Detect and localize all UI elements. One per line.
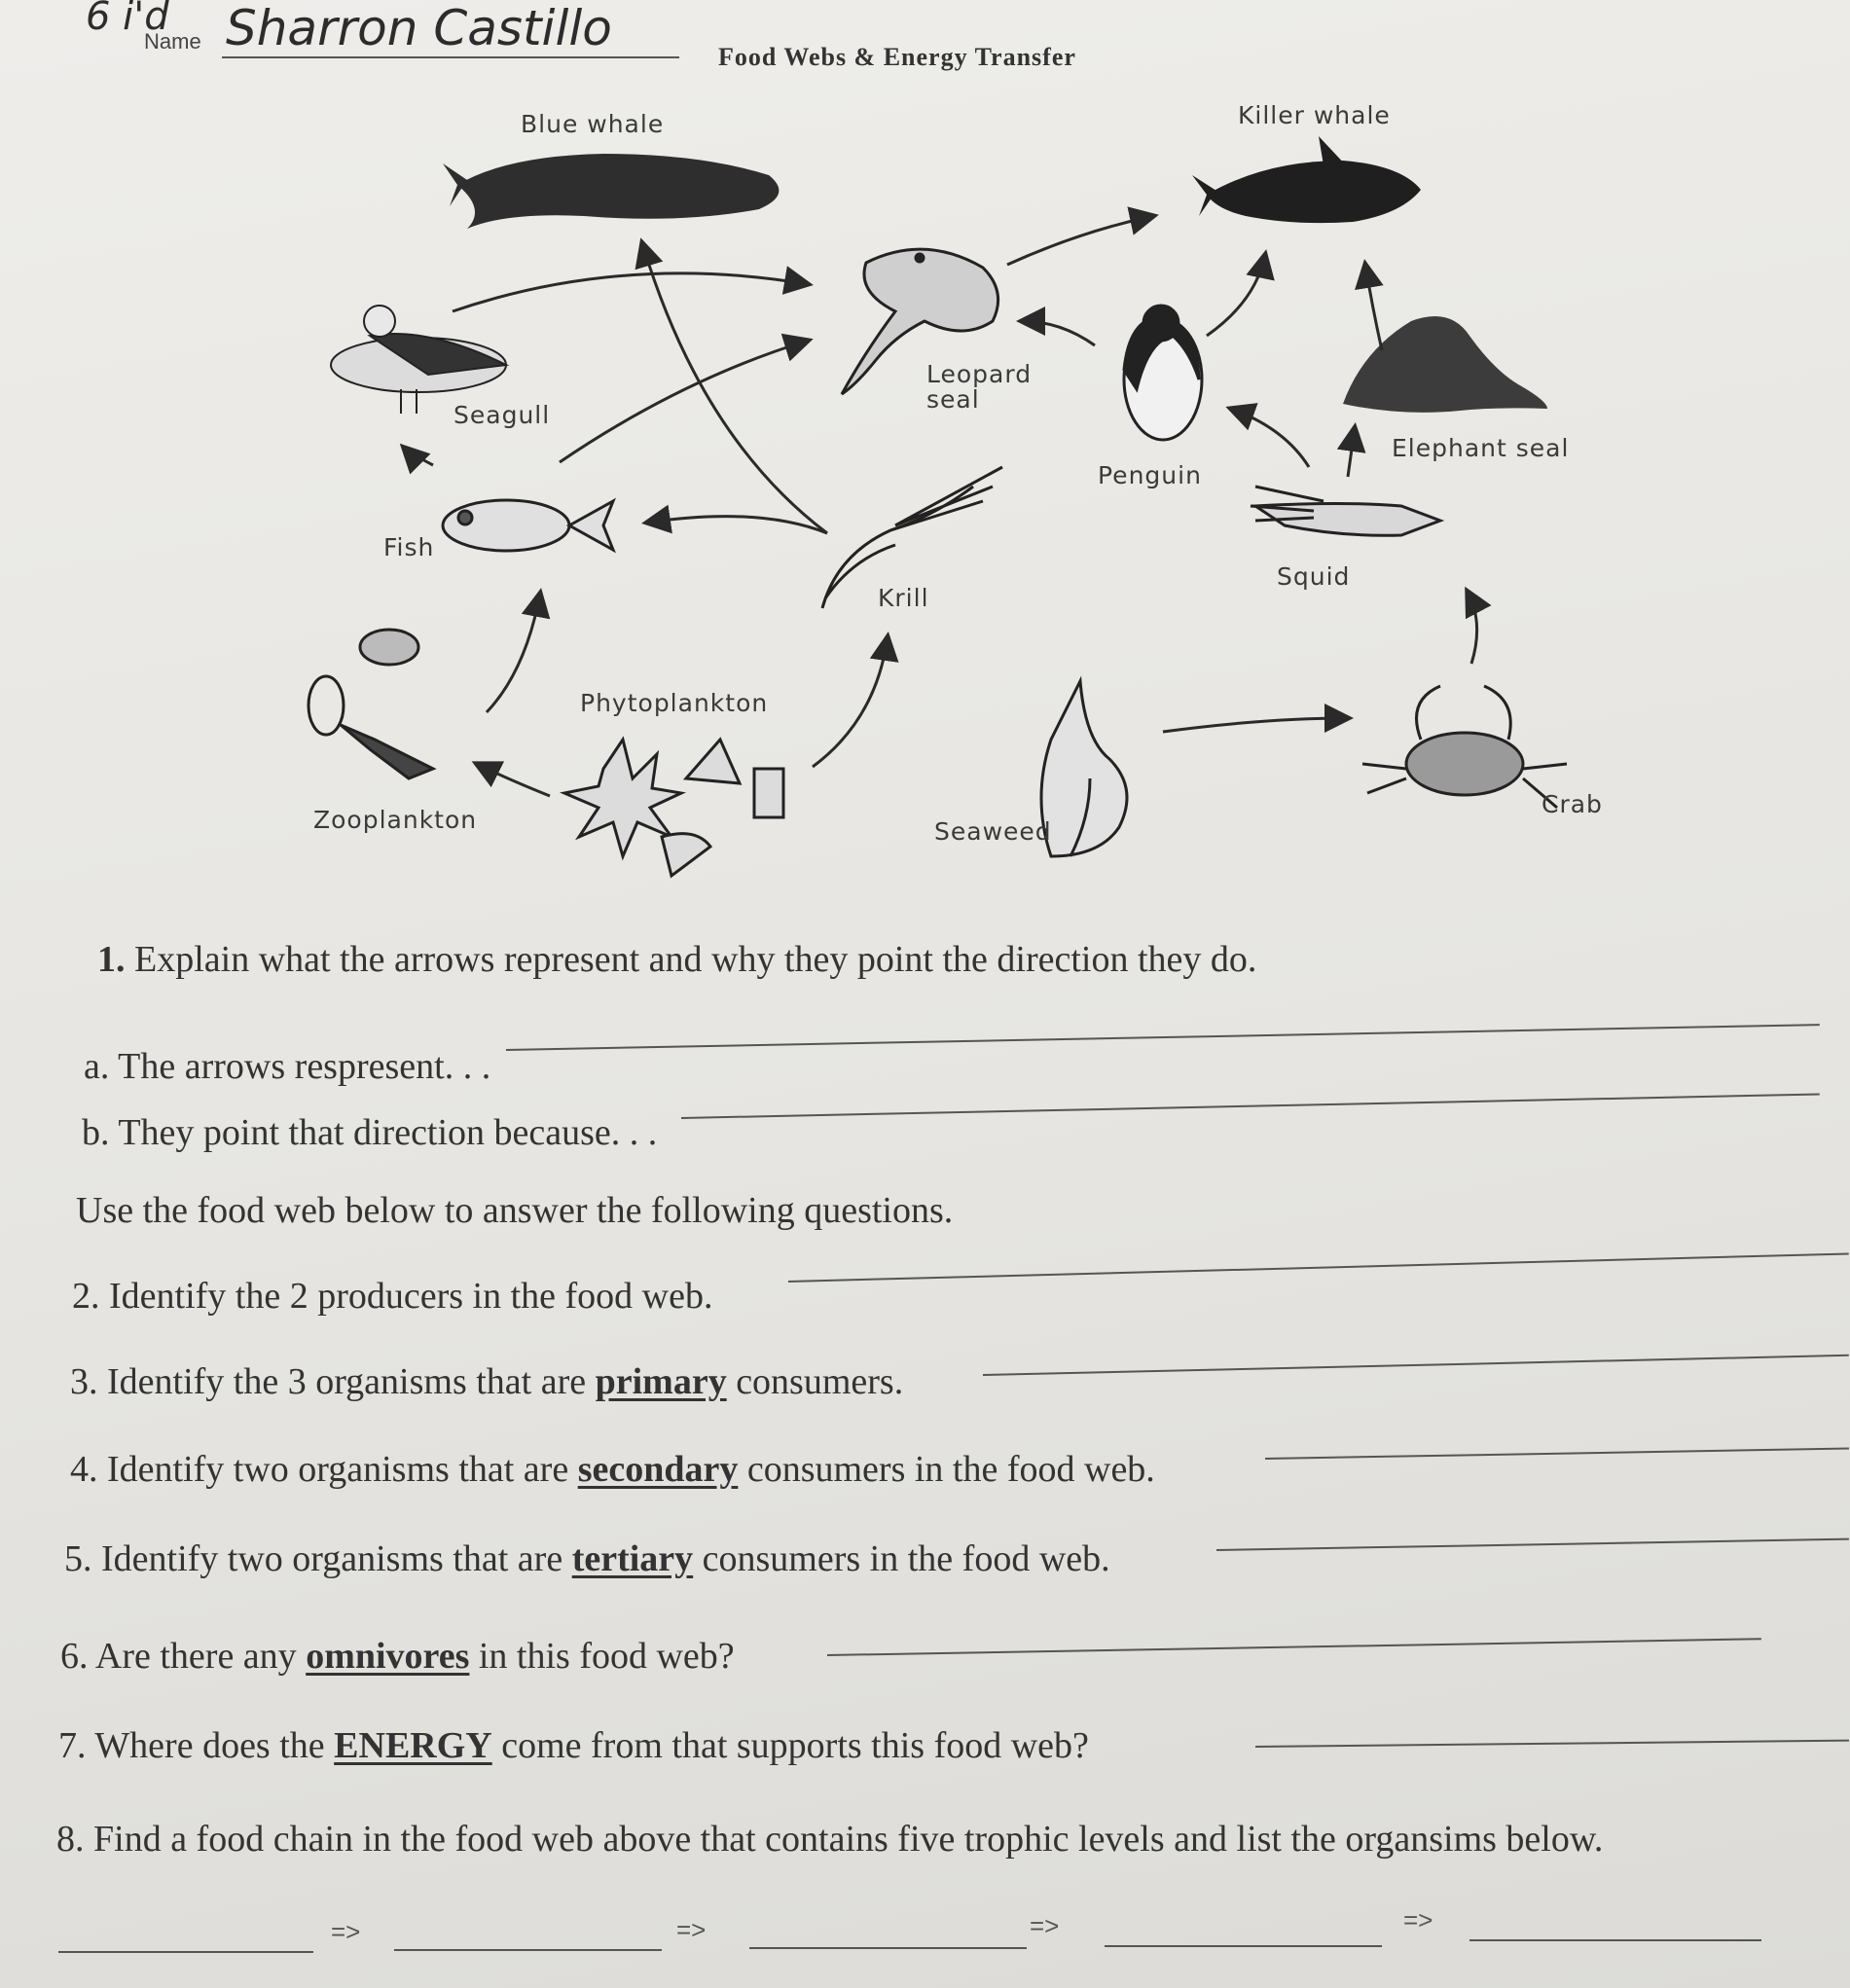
name-value: Sharron Castillo xyxy=(226,0,612,56)
chain-blank-5[interactable] xyxy=(1469,1939,1761,1941)
fish-drawing xyxy=(443,500,613,551)
seagull-drawing xyxy=(331,306,506,414)
chain-arrow-3: => xyxy=(1030,1911,1060,1940)
question-3-text-start: 3. Identify the 3 organisms that are xyxy=(70,1361,596,1402)
answer-line-4[interactable] xyxy=(1265,1448,1849,1460)
question-2: 2. Identify the 2 producers in the food web. xyxy=(72,1276,713,1317)
question-7 xyxy=(58,1724,1089,1767)
corner-mark: 6 i'd xyxy=(86,0,169,39)
question-8: 8. Find a food chain in the food web above that contains five trophic levels and list the organsims below. xyxy=(56,1819,1604,1860)
question-5-text-end: consumers in the food web. xyxy=(693,1538,1110,1579)
label-crab: Crab xyxy=(1542,790,1603,818)
chain-arrow-2: => xyxy=(676,1915,707,1944)
label-krill: Krill xyxy=(878,584,929,612)
label-killer-whale: Killer whale xyxy=(1238,101,1391,129)
label-seagull: Seagull xyxy=(453,401,551,429)
answer-line-2[interactable] xyxy=(788,1252,1849,1283)
question-4 xyxy=(70,1448,1155,1491)
name-label: Name xyxy=(144,29,201,54)
question-5-text-start: 5. Identify two organisms that are xyxy=(64,1538,572,1579)
crab-drawing xyxy=(1362,686,1567,808)
question-1a: a. The arrows respresent. . . xyxy=(84,1046,491,1087)
penguin-drawing xyxy=(1124,306,1202,440)
chain-arrow-1: => xyxy=(331,1917,361,1946)
question-1b: b. They point that direction because. . . xyxy=(82,1112,658,1153)
question-6 xyxy=(60,1635,735,1678)
answer-line-1a[interactable] xyxy=(506,1024,1820,1051)
question-5-emphasis: tertiary xyxy=(571,1538,694,1579)
question-7-emphasis: ENERGY xyxy=(334,1725,492,1766)
question-3 xyxy=(70,1360,903,1403)
label-seaweed: Seaweed xyxy=(934,817,1052,846)
chain-blank-3[interactable] xyxy=(749,1947,1027,1949)
question-4-emphasis: secondary xyxy=(577,1449,739,1490)
phytoplankton-drawing xyxy=(564,740,783,876)
answer-line-7[interactable] xyxy=(1255,1740,1849,1748)
label-blue-whale: Blue whale xyxy=(521,110,665,138)
label-fish: Fish xyxy=(383,533,435,561)
question-5 xyxy=(64,1537,1110,1580)
chain-arrow-4: => xyxy=(1403,1905,1433,1934)
question-6-text-end: in this food web? xyxy=(469,1636,735,1677)
answer-line-5[interactable] xyxy=(1216,1538,1849,1551)
question-1 xyxy=(97,938,1256,981)
question-3-text-end: consumers. xyxy=(726,1361,904,1402)
answer-line-1b[interactable] xyxy=(681,1093,1820,1119)
label-phytoplankton: Phytoplankton xyxy=(580,689,769,717)
question-6-text-start: 6. Are there any xyxy=(60,1636,307,1677)
squid-drawing xyxy=(1251,487,1440,535)
question-7-text-end: come from that supports this food web? xyxy=(491,1725,1089,1766)
answer-line-3[interactable] xyxy=(983,1355,1849,1376)
question-7-text-start: 7. Where does the xyxy=(58,1725,335,1766)
question-4-text-start: 4. Identify two organisms that are xyxy=(70,1449,578,1490)
killer-whale-drawing xyxy=(1192,136,1421,223)
question-3-emphasis: primary xyxy=(595,1361,727,1402)
question-4-text-end: consumers in the food web. xyxy=(738,1449,1155,1490)
chain-blank-1[interactable] xyxy=(58,1951,313,1953)
chain-blank-4[interactable] xyxy=(1105,1945,1382,1947)
seaweed-drawing xyxy=(1041,681,1127,856)
label-zooplankton: Zooplankton xyxy=(313,806,478,834)
zooplankton-drawing xyxy=(308,630,433,778)
label-leopard-seal-line2: seal xyxy=(926,385,980,414)
answer-line-6[interactable] xyxy=(827,1638,1761,1656)
label-leopard-seal-line1: Leopard xyxy=(926,360,1033,388)
elephant-seal-drawing xyxy=(1343,316,1547,413)
blue-whale-drawing xyxy=(443,154,779,229)
chain-blank-2[interactable] xyxy=(394,1949,662,1951)
label-elephant-seal: Elephant seal xyxy=(1392,434,1570,462)
label-squid: Squid xyxy=(1277,562,1351,591)
label-penguin: Penguin xyxy=(1098,461,1202,489)
instructions: Use the food web below to answer the following questions. xyxy=(76,1190,954,1231)
question-6-emphasis: omnivores xyxy=(306,1636,470,1677)
question-1-text: Explain what the arrows represent and why they point the direction they do. xyxy=(134,939,1257,980)
worksheet-title: Food Webs & Energy Transfer xyxy=(718,43,1076,71)
question-1-number: 1. xyxy=(97,939,126,980)
